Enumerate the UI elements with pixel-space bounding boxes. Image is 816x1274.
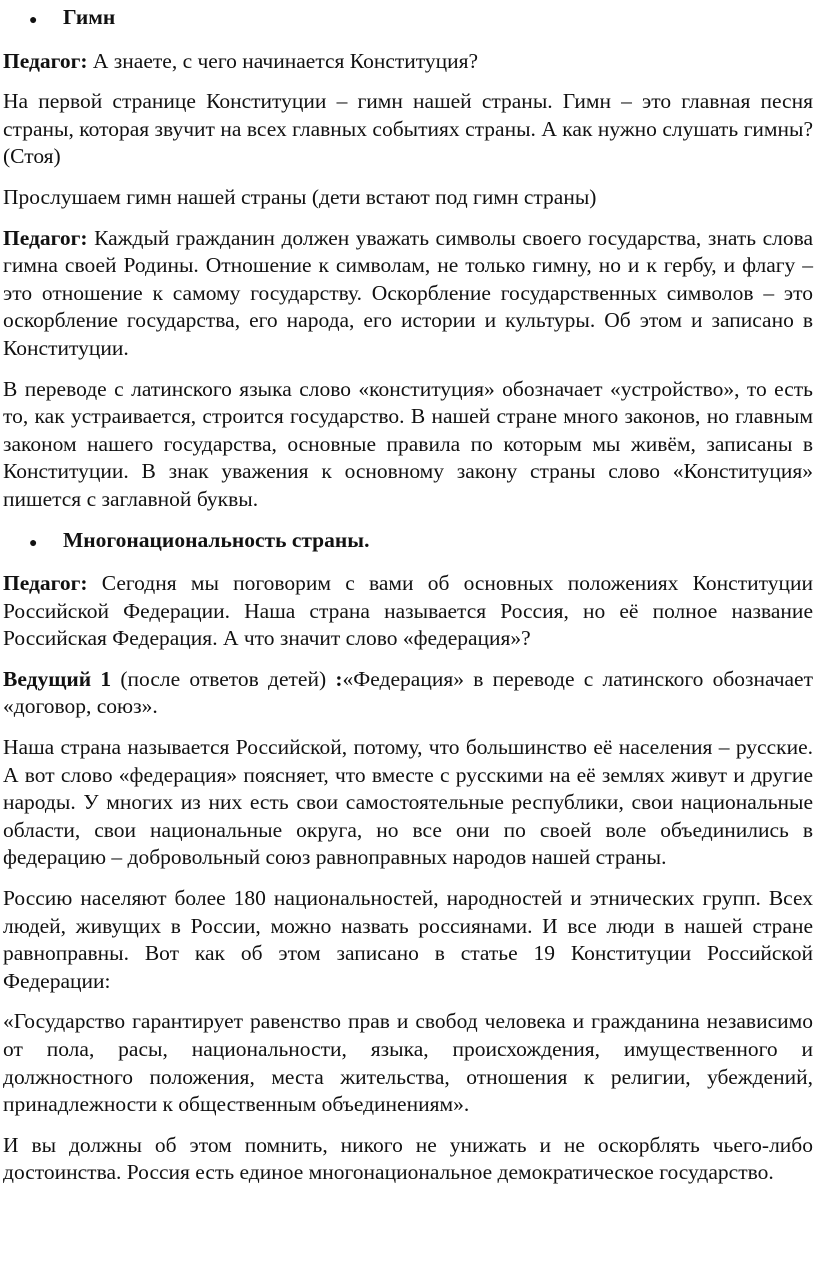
paragraph-text: (после ответов детей) bbox=[111, 666, 336, 691]
paragraph-text: «Федерация» в переводе с латинского обозначает «договор, союз». bbox=[3, 666, 814, 719]
paragraph-7 bbox=[3, 666, 813, 721]
speaker-label: Педагог: bbox=[3, 571, 88, 596]
paragraph-text: На первой странице Конституции – гимн нашей страны. Гимн – это главная песня страны, которая звучит на всех главных событиях страны. А как нужно слушать гимны? (Стоя) bbox=[3, 89, 813, 169]
bullet-heading-anthem bbox=[3, 4, 813, 35]
speaker-label: Педагог: bbox=[3, 48, 88, 73]
heading-text: Многонациональность страны. bbox=[63, 527, 370, 552]
paragraph-text: «Государство гарантирует равенство прав и свобод человека и гражданина независимо от пола, расы, национальности, языка, происхождения, имущественного и должностного положения, места жительства, отношения к религии, убеждений, принадлежности к общественным объединениям». bbox=[3, 1009, 813, 1117]
paragraph-text: И вы должны об этом помнить, никого не унижать и не оскорблять чьего-либо достоинства. Россия есть единое многонациональное демократическое государство. bbox=[3, 1132, 813, 1185]
paragraph-2 bbox=[3, 88, 813, 171]
paragraph-text: В переводе с латинского языка слово «конституция» обозначает «устройство», то есть то, как устраивается, строится государство. В нашей стране много законов, но главным законом нашего государства, основные правила по которым мы живём, записаны в Конституции. В знак уважения к основному закону страны слово «Конституция» пишется с заглавной буквы. bbox=[3, 376, 813, 511]
colon-label: : bbox=[335, 666, 343, 691]
bullet-icon: ● bbox=[29, 535, 38, 551]
speaker-label: Ведущий 1 bbox=[3, 666, 112, 691]
bullet-icon: ● bbox=[29, 13, 38, 28]
paragraph-text: Наша страна называется Российской, потому, что большинство её населения – русские. А вот слово «федерация» поясняет, что вместе с русскими на её землях живут и другие народы. У многих из них есть свои самостоятельные республики, свои национальные области, свои национальные округа, но все они по своей воле объединились в федерацию – добровольный союз равноправных народов нашей страны. bbox=[3, 735, 813, 870]
heading-text: Гимн bbox=[63, 5, 116, 29]
paragraph-9 bbox=[3, 885, 813, 995]
paragraph-text: Прослушаем гимн нашей страны (дети встают под гимн страны) bbox=[3, 184, 597, 209]
paragraph-text: Каждый гражданин должен уважать символы своего государства, знать слова гимна своей Родины. Отношение к символам, не только гимну, но и к гербу, и флагу – это отношение к самому государству. Оскорбление государственных символов – это оскорбление государства, его народа, его истории и культуры. Об этом и записано в Конституции. bbox=[3, 225, 813, 360]
paragraph-1 bbox=[3, 48, 813, 76]
speaker-label: Педагог: bbox=[3, 225, 88, 250]
bullet-heading-multinational bbox=[3, 527, 813, 558]
paragraph-4 bbox=[3, 225, 813, 363]
paragraph-5 bbox=[3, 376, 813, 514]
paragraph-10 bbox=[3, 1008, 813, 1118]
paragraph-6 bbox=[3, 570, 813, 653]
paragraph-text: Сегодня мы поговорим с вами об основных положениях Конституции Российской Федерации. Наша страна называется Россия, но её полное название Российская Федерация. А что значит слово «федерация»? bbox=[3, 571, 813, 651]
paragraph-3 bbox=[3, 184, 813, 212]
paragraph-11 bbox=[3, 1132, 813, 1187]
paragraph-text: Россию населяют более 180 национальностей, народностей и этнических групп. Всех людей, живущих в России, можно назвать россиянами. И все люди в нашей стране равноправны. Вот как об этом записано в статье 19 Конституции Российской Федерации: bbox=[3, 886, 813, 993]
paragraph-8 bbox=[3, 734, 813, 872]
paragraph-text: А знаете, с чего начинается Конституция? bbox=[87, 48, 479, 73]
